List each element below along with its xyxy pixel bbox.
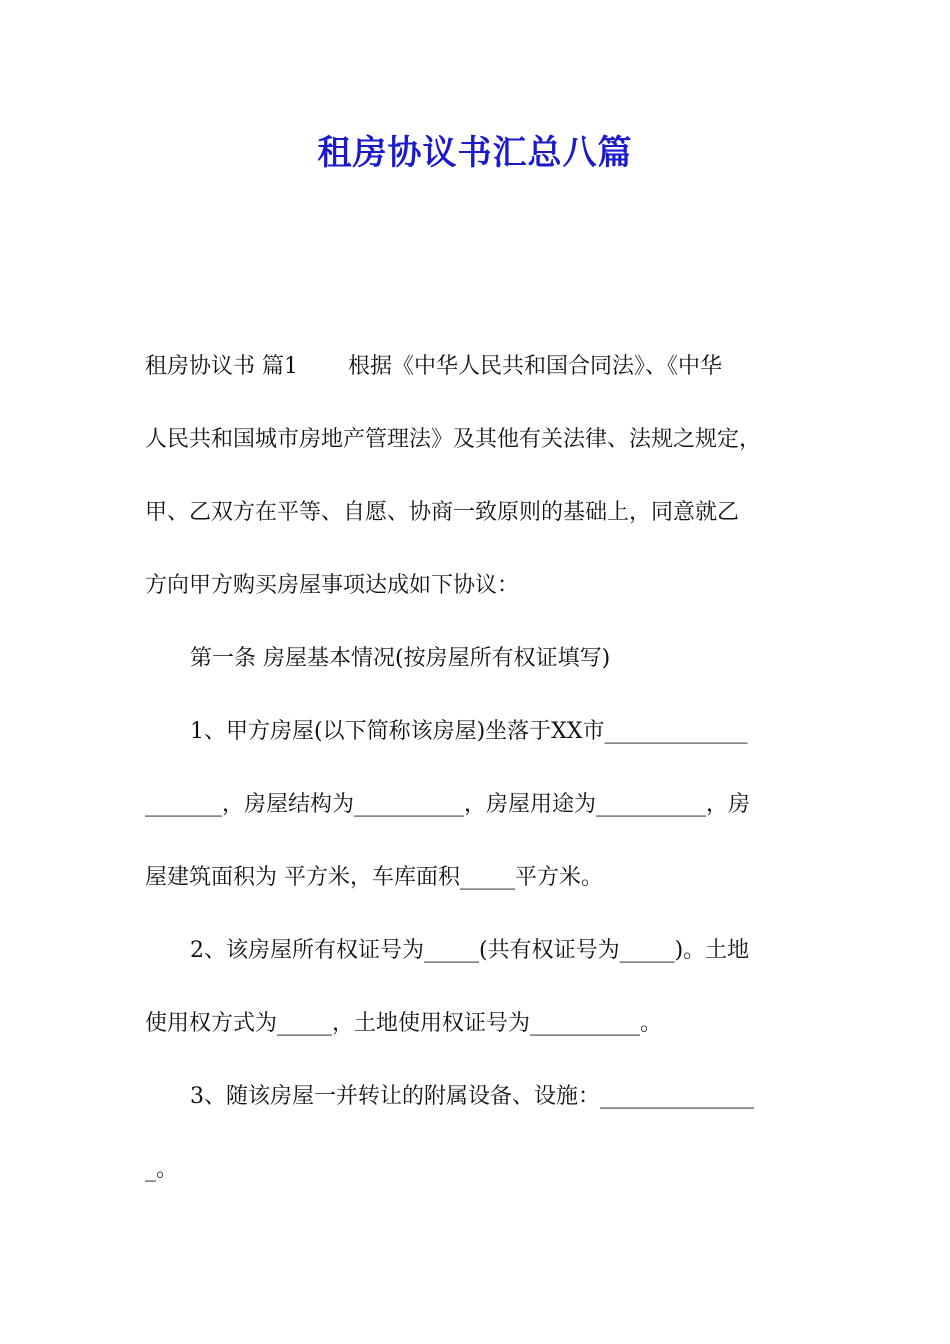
- document-body: [145, 330, 810, 1206]
- paragraph-line-2: 人民共和国城市房地产管理法》及其他有关法律、法规之规定，: [145, 427, 762, 452]
- paragraph-line-6: 1、甲方房屋(以下简称该房屋)坐落于XX市_____________: [190, 719, 748, 744]
- paragraph-line-8: 屋建筑面积为 平方米，车库面积_____平方米。: [145, 865, 603, 890]
- paragraph-line-4: 方向甲方购买房屋事项达成如下协议：: [145, 573, 520, 598]
- document-title: 租房协议书汇总八篇: [317, 133, 633, 173]
- paragraph-line-11: 3、随该房屋一并转让的附属设备、设施：______________: [190, 1084, 754, 1109]
- paragraph-line-10: 使用权方式为_____，土地使用权证号为__________。: [145, 1011, 663, 1036]
- paragraph-line-3: 甲、乙双方在平等、自愿、协商一致原则的基础上，同意就乙: [145, 500, 740, 525]
- paragraph-line-12: _。: [145, 1157, 179, 1182]
- line-text: 根据《中华人民共和国合同法》、《中华: [348, 354, 723, 379]
- paragraph-line-1: [145, 330, 810, 403]
- paragraph-line-9: 2、该房屋所有权证号为_____(共有权证号为_____)。土地: [190, 938, 750, 963]
- paragraph-line-7: _______，房屋结构为__________，房屋用途为__________，房: [145, 792, 751, 817]
- paragraph-line-5: 第一条 房屋基本情况(按房屋所有权证填写): [190, 646, 611, 671]
- section-heading: 租房协议书 篇1: [145, 354, 298, 379]
